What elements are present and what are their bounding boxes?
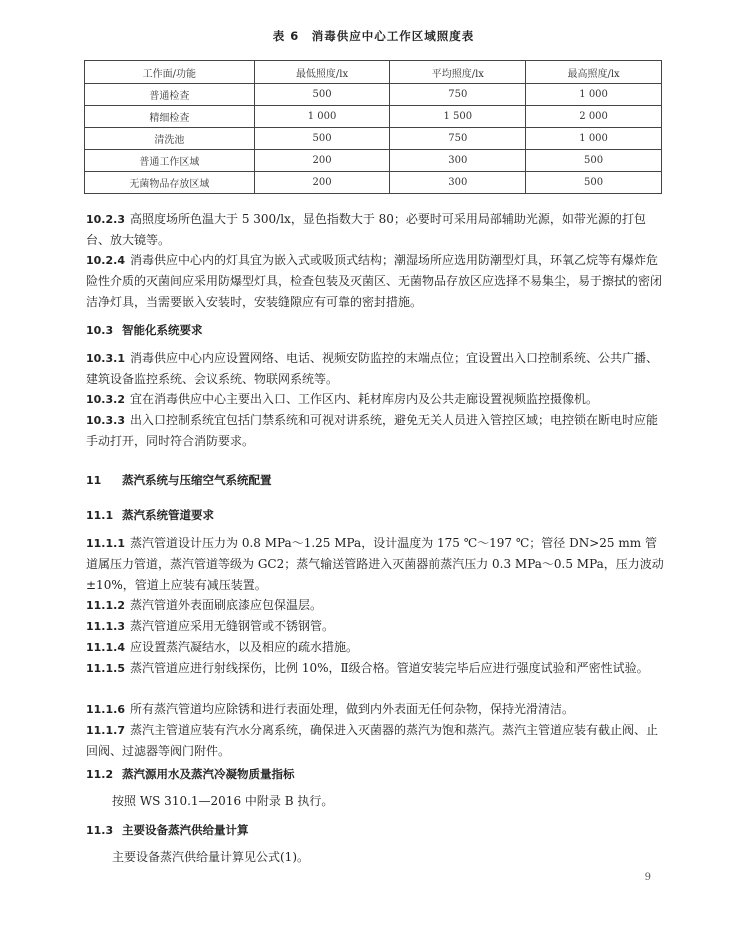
table-row [85,84,662,106]
clause-text: 应设置蒸汽凝结水，以及相应的疏水措施。 [130,640,359,654]
table-cell: 500 [526,150,662,172]
clause-number: 11.1.6 [86,703,125,716]
section-number: 11.2 [86,768,114,781]
illuminance-table [84,60,662,194]
table-row [85,106,662,128]
clause-text: 所有蒸汽管道均应除锈和进行表面处理，做到内外表面无任何杂物，保持光滑清洁。 [130,702,575,716]
header-cell: 最低照度/lx [254,61,390,84]
table-cell: 500 [254,128,390,150]
clause-number: 11.1.3 [86,620,125,633]
clause-text: 消毒供应中心内的灯具宜为嵌入式或吸顶式结构；潮湿场所应选用防潮型灯具，环氧乙烷等有爆炸危险性介质的灭菌间应采用防爆型灯具，检查包装及灭菌区、无菌物品存放区应选择不易集尘，易于擦拭的密闭洁净灯具，当需要嵌入安装时，安装缝隙应有可靠的密封措施。 [86,253,663,309]
clause-number: 10.2.4 [86,254,125,267]
table-cell: 200 [254,150,390,172]
paragraph-11-1-4 [86,637,666,658]
table-cell: 普通检查 [85,84,255,106]
table-cell: 2 000 [526,106,662,128]
table-cell: 精细检查 [85,106,255,128]
table-cell: 1 000 [526,128,662,150]
section-title: 蒸汽源用水及蒸汽冷凝物质量指标 [122,767,295,781]
table-header-row [85,61,662,84]
clause-number: 10.2.3 [86,213,125,226]
table-cell: 1 000 [254,106,390,128]
chapter-title: 蒸汽系统与压缩空气系统配置 [122,473,272,487]
section-number: 11.1 [86,509,114,522]
clause-text: 蒸汽管道设计压力为 0.8 MPa～1.25 MPa，设计温度为 175 ℃～197 ℃；管径 DN>25 mm 管道属压力管道，蒸汽管道等级为 GC2；蒸气输送管路进入灭菌器前蒸汽压力 0.3 MPa～0.5 MPa，压力波动±10%，管道上应装有减压装置。 [86,536,664,592]
clause-number: 11.1.7 [86,724,125,737]
table-row [85,128,662,150]
paragraph-11-2 [86,791,692,812]
paragraph-text: 主要设备蒸汽供给量计算见公式(1)。 [112,850,309,864]
clause-text: 蒸汽主管道应装有汽水分离系统，确保进入灭菌器的蒸汽为饱和蒸汽。蒸汽主管道应装有截止阀、止回阀、过滤器等阀门附件。 [86,723,659,758]
section-heading-11-3 [86,820,666,841]
table-cell: 300 [390,150,526,172]
clause-number: 10.3.2 [86,393,125,406]
paragraph-11-1-6 [86,699,666,720]
clause-number: 10.3.3 [86,414,125,427]
paragraph-10-2-3 [86,209,666,251]
paragraph-text: 按照 WS 310.1—2016 中附录 B 执行。 [112,794,334,808]
clause-text: 蒸汽管道应采用无缝钢管或不锈钢管。 [130,619,335,633]
paragraph-11-1-7 [86,720,666,762]
paragraph-11-1-5 [86,658,666,679]
clause-text: 消毒供应中心内应设置网络、电话、视频安防监控的末端点位；宜设置出入口控制系统、公共广播、建筑设备监控系统、会议系统、物联网系统等。 [86,351,659,386]
table-cell: 500 [254,84,390,106]
table-row [85,172,662,194]
table-row [85,150,662,172]
table-cell: 300 [390,172,526,194]
paragraph-10-3-2 [86,389,666,410]
table-cell: 1 000 [526,84,662,106]
clause-text: 宜在消毒供应中心主要出入口、工作区内、耗材库房内及公共走廊设置视频监控摄像机。 [130,392,599,406]
paragraph-11-1-3 [86,616,666,637]
section-heading-10-3 [86,320,666,341]
paragraph-10-3-3 [86,410,666,452]
paragraph-11-1-2 [86,595,666,616]
table-cell: 1 500 [390,106,526,128]
clause-number: 11.1.2 [86,599,125,612]
section-heading-11-2 [86,764,666,785]
section-title: 蒸汽系统管道要求 [122,508,214,522]
section-title: 主要设备蒸汽供给量计算 [122,823,249,837]
clause-text: 高照度场所色温大于 5 300/lx，显色指数大于 80；必要时可采用局部辅助光源，如带光源的打包台、放大镜等。 [86,212,646,247]
table-title: 表 6 消毒供应中心工作区域照度表 [272,29,475,43]
paragraph-10-3-1 [86,348,666,390]
header-cell: 平均照度/lx [390,61,526,84]
clause-text: 蒸汽管道应进行射线探伤，比例 10%，Ⅱ级合格。管道安装完毕后应进行强度试验和严密性试验。 [130,661,649,675]
chapter-number: 11 [86,474,102,487]
clause-text: 蒸汽管道外表面刷底漆应包保温层。 [130,598,323,612]
section-number: 11.3 [86,824,114,837]
table-cell: 清洗池 [85,128,255,150]
table-cell: 750 [390,128,526,150]
paragraph-10-2-4 [86,250,666,313]
section-title: 智能化系统要求 [122,323,203,337]
header-cell: 工作面/功能 [85,61,255,84]
paragraph-11-3 [86,847,692,868]
table-cell: 500 [526,172,662,194]
table-cell: 普通工作区域 [85,150,255,172]
table-cell: 200 [254,172,390,194]
paragraph-11-1-1 [86,533,666,596]
clause-text: 出入口控制系统宜包括门禁系统和可视对讲系统，避免无关人员进入管控区域；电控锁在断电时应能手动打开，同时符合消防要求。 [86,413,659,448]
chapter-heading-11 [86,470,666,491]
page-number: 9 [644,872,651,883]
section-heading-11-1 [86,505,666,526]
clause-number: 11.1.1 [86,537,125,550]
section-number: 10.3 [86,324,114,337]
table-cell: 750 [390,84,526,106]
clause-number: 10.3.1 [86,352,125,365]
clause-number: 11.1.5 [86,662,125,675]
clause-number: 11.1.4 [86,641,125,654]
header-cell: 最高照度/lx [526,61,662,84]
table-cell: 无菌物品存放区域 [85,172,255,194]
